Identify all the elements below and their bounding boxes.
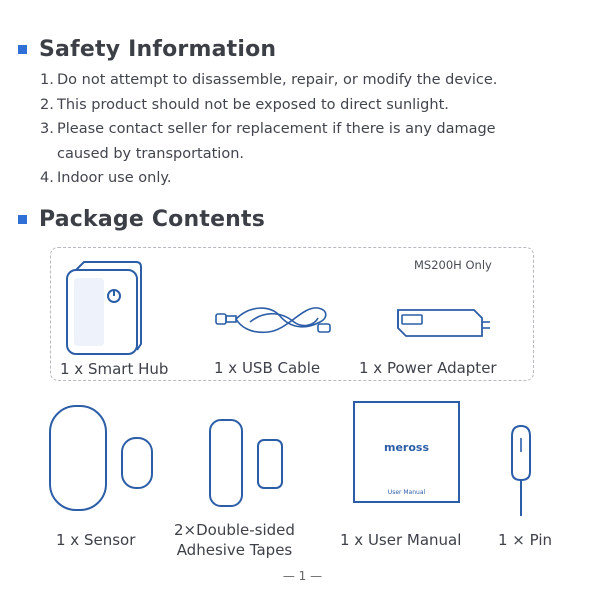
manual-cover-caption: User Manual: [387, 489, 426, 496]
smart-hub-label: 1 x Smart Hub: [60, 360, 169, 378]
smart-hub-icon: [64, 258, 144, 358]
pin-label: 1 × Pin: [498, 531, 553, 549]
adhesive-tape-icon: [206, 416, 286, 508]
sensor-icon: [46, 402, 161, 514]
sensor-label: 1 x Sensor: [56, 531, 136, 549]
package-title: Package Contents: [39, 207, 266, 232]
pin-icon: [506, 422, 536, 520]
user-manual-label: 1 x User Manual: [340, 531, 462, 549]
safety-item: 1. Do not attempt to disassemble, repair, or modify the device.: [40, 72, 498, 88]
safety-list: [40, 68, 590, 191]
usb-cable-icon: [210, 300, 335, 344]
safety-item: 3. Please contact seller for replacement if there is any damage caused by transportation.: [40, 117, 590, 166]
power-adapter-label: 1 x Power Adapter: [359, 359, 497, 377]
adhesive-tapes-label: 2×Double-sided Adhesive Tapes: [174, 521, 295, 559]
safety-item-continuation: caused by transportation.: [57, 145, 244, 162]
safety-heading: [18, 37, 276, 62]
page-number: — 1 —: [282, 569, 323, 583]
safety-item: 4. Indoor use only.: [40, 170, 172, 186]
heading-marker: [18, 215, 27, 224]
safety-title: Safety Information: [39, 37, 277, 62]
usb-cable-label: 1 x USB Cable: [214, 359, 321, 377]
heading-marker: [18, 45, 27, 54]
power-adapter-icon: [392, 300, 492, 342]
manual-brand: meross: [384, 441, 429, 454]
user-manual-icon: [353, 401, 460, 503]
package-heading: [18, 207, 265, 232]
safety-item: 2. This product should not be exposed to direct sunlight.: [40, 96, 449, 113]
ms200h-note: MS200H Only: [414, 258, 492, 272]
